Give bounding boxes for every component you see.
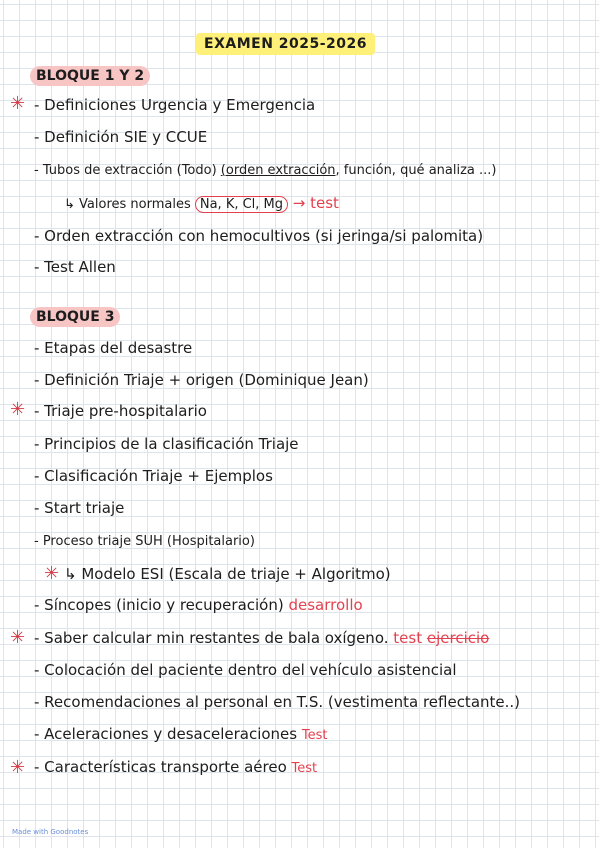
list-item: - Recomendaciones al personal en T.S. (vestimenta reflectante..): [34, 693, 521, 711]
list-item: [34, 628, 489, 648]
star-icon: ✳: [10, 627, 26, 648]
development-note: desarrollo: [288, 596, 363, 614]
list-item-text: - Síncopes (inicio y recuperación): [34, 596, 289, 614]
section-heading-bloque-1-2: BLOQUE 1 Y 2: [30, 66, 150, 86]
goodnotes-logo: Made with Goodnotes: [12, 828, 89, 836]
list-item: - Definición Triaje + origen (Dominique Jean): [34, 371, 369, 389]
test-note: Test: [301, 728, 328, 743]
list-item: - Triaje pre-hospitalario: [34, 402, 207, 420]
star-icon: ✳: [10, 757, 26, 778]
list-item: - Start triaje: [34, 499, 125, 517]
list-item-text: , función, qué analiza ...): [335, 163, 497, 178]
list-subitem: ↳ Modelo ESI (Escala de triaje + Algoritmo): [64, 565, 391, 583]
list-item: - Orden extracción con hemocultivos (si jeringa/si palomita): [34, 227, 484, 245]
list-item-text: - Aceleraciones y desaceleraciones: [34, 725, 302, 743]
list-item-text: - Tubos de extracción (Todo): [34, 163, 221, 178]
star-icon: ✳: [44, 563, 60, 584]
test-note: Test: [291, 761, 318, 776]
list-subitem: [64, 193, 339, 215]
list-item: - Etapas del desastre: [34, 339, 193, 357]
list-item-text: - Saber calcular min restantes de bala oxígeno.: [34, 629, 394, 647]
list-item-text: ↳ Valores normales: [64, 197, 195, 212]
list-item: [34, 161, 496, 181]
circled-text: Na, K, Cl, Mg: [195, 196, 288, 213]
list-item: - Test Allen: [34, 258, 116, 276]
star-icon: ✳: [10, 93, 26, 114]
list-item-text: - Características transporte aéreo: [34, 758, 292, 776]
list-item: - Definición SIE y CCUE: [34, 128, 208, 146]
list-item: - Definiciones Urgencia y Emergencia: [34, 96, 316, 114]
list-item: - Principios de la clasificación Triaje: [34, 435, 299, 453]
star-icon: ✳: [10, 399, 26, 420]
test-note: test: [393, 629, 427, 647]
list-item: [34, 595, 363, 615]
page-title: EXAMEN 2025-2026: [196, 33, 375, 55]
struck-note: ejercicio: [426, 629, 490, 647]
list-item: - Clasificación Triaje + Ejemplos: [34, 467, 273, 485]
section-heading-bloque-3: BLOQUE 3: [30, 307, 120, 327]
test-note: → test: [288, 194, 339, 212]
list-item: [34, 757, 317, 779]
list-item: - Proceso triaje SUH (Hospitalario): [34, 534, 255, 549]
list-item: - Colocación del paciente dentro del vehículo asistencial: [34, 661, 457, 679]
list-item-text: (orden extracción: [220, 163, 336, 178]
list-item: [34, 724, 327, 746]
